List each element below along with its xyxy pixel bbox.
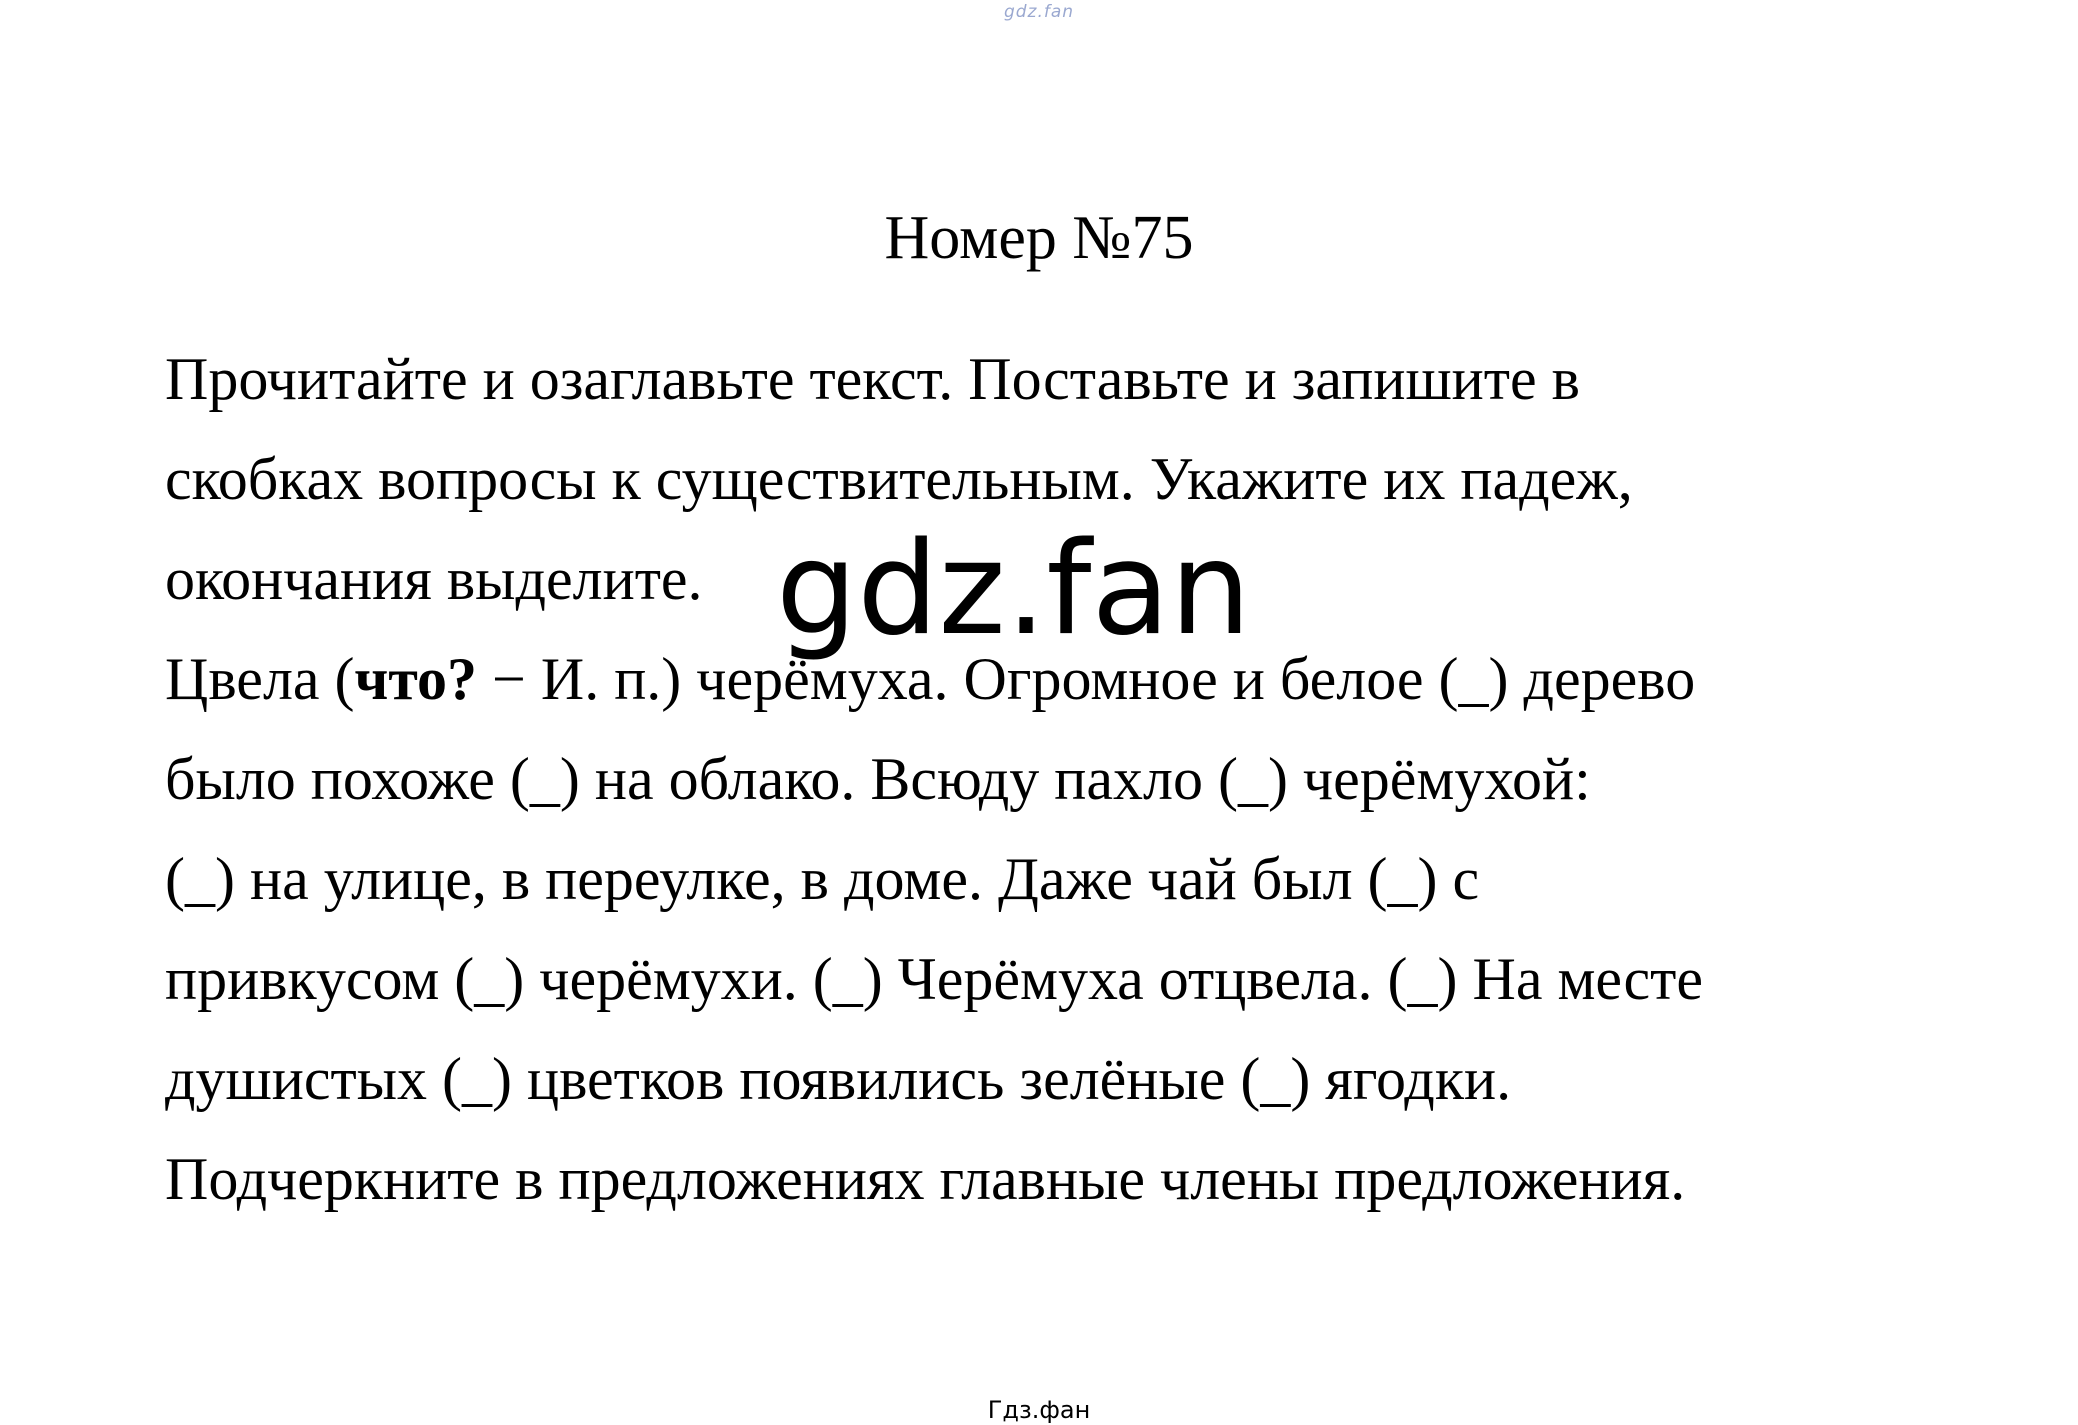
top-watermark: gdz.fan — [1003, 2, 1075, 22]
instruction-line: Прочитайте и озаглавьте текст. Поставьте и запишите в — [165, 346, 1580, 412]
footer-watermark: Гдз.фан — [987, 1396, 1091, 1424]
instruction-line: окончания выделите. — [165, 546, 703, 612]
exercise-line: Подчеркните в предложениях главные члены предложения. — [165, 1146, 1686, 1212]
question-bold: что? — [354, 646, 478, 712]
exercise-text: − И. п.) черёмуха. Огромное и белое (_) дерево — [477, 646, 1696, 712]
exercise-line: (_) на улице, в переулке, в доме. Даже чай был (_) с — [165, 846, 1480, 912]
instruction-line: скобках вопросы к существительным. Укажите их падеж, — [165, 446, 1633, 512]
page-title: Номер №75 — [884, 204, 1194, 272]
exercise-text: Цвела ( — [165, 646, 355, 712]
exercise-body — [165, 343, 2025, 1243]
exercise-line: было похоже (_) на облако. Всюду пахло (_) черёмухой: — [165, 746, 1591, 812]
exercise-line: душистых (_) цветков появились зелёные (_) ягодки. — [165, 1046, 1512, 1112]
center-watermark: gdz.fan — [776, 515, 1251, 664]
exercise-line: привкусом (_) черёмухи. (_) Черёмуха отцвела. (_) На месте — [165, 946, 1704, 1012]
